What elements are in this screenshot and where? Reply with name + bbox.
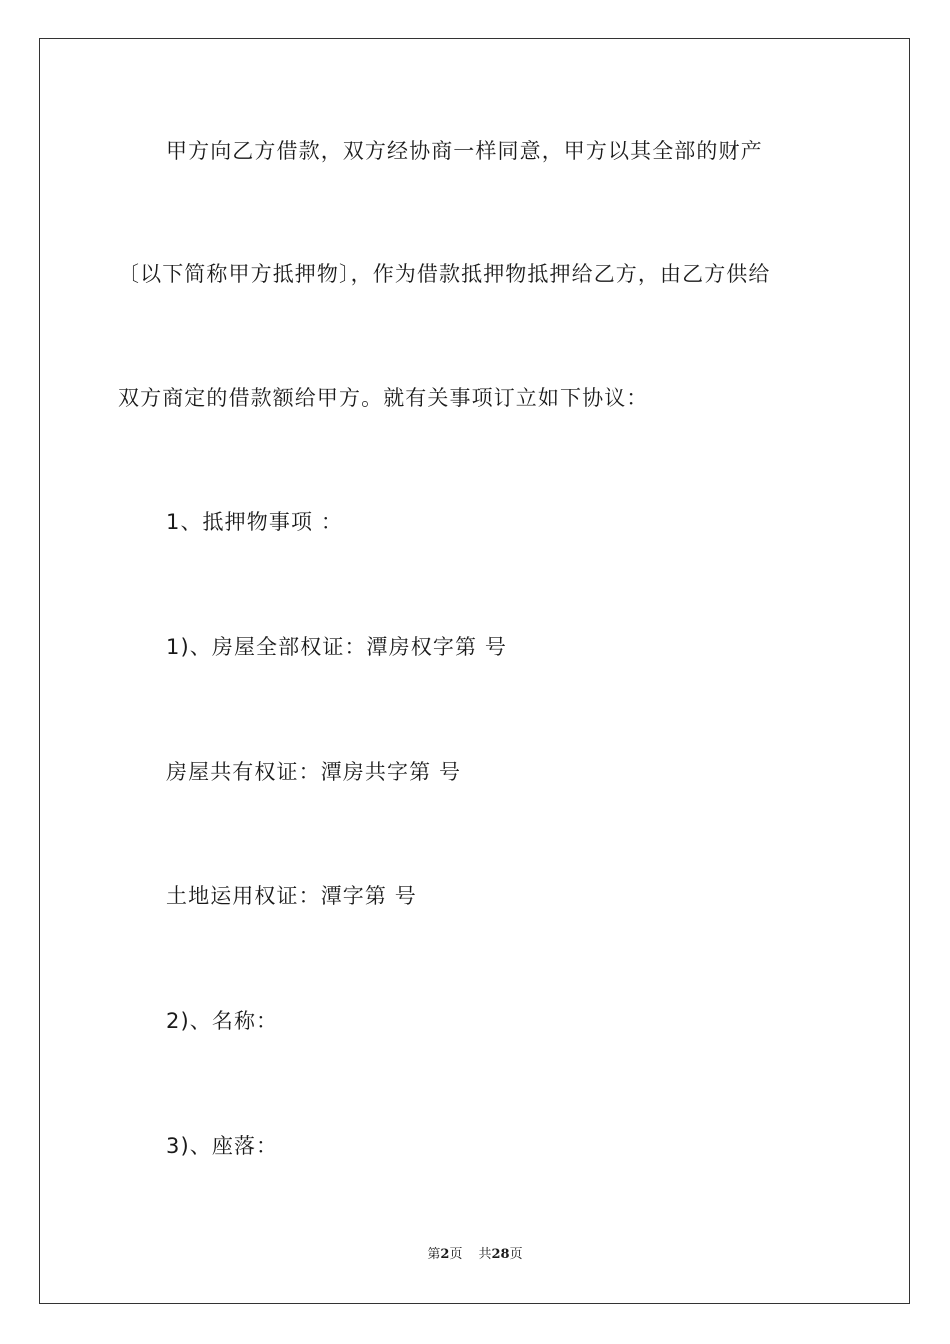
- footer-page-suffix: 页: [449, 1247, 463, 1262]
- footer-page-prefix: 第: [427, 1247, 441, 1262]
- page-border: [39, 38, 910, 1304]
- paragraph-line-3: 双方商定的借款额给甲方。就有关事项订立如下协议：: [118, 386, 649, 410]
- footer-total-suffix: 页: [509, 1247, 523, 1262]
- page-footer: [0, 1246, 950, 1264]
- item-land-use-cert: 土地运用权证：潭字第 号: [166, 884, 417, 908]
- item-house-co-ownership-cert: 房屋共有权证：潭房共字第 号: [166, 760, 462, 784]
- footer-total-prefix: 共: [478, 1247, 492, 1262]
- item-location: 3)、座落：: [166, 1134, 279, 1158]
- item-name: 2)、名称：: [166, 1009, 279, 1033]
- paragraph-line-1: 甲方向乙方借款，双方经协商一样同意，甲方以其全部的财产: [166, 139, 763, 163]
- footer-total-number: 28: [491, 1247, 510, 1262]
- footer-page-number: 2: [440, 1247, 450, 1262]
- item-house-ownership-cert: 1)、房屋全部权证：潭房权字第 号: [166, 635, 507, 659]
- paragraph-line-2: 〔以下简称甲方抵押物〕，作为借款抵押物抵押给乙方，由乙方供给: [118, 262, 771, 286]
- section-heading-collateral: 1、抵押物事项 ：: [166, 510, 343, 534]
